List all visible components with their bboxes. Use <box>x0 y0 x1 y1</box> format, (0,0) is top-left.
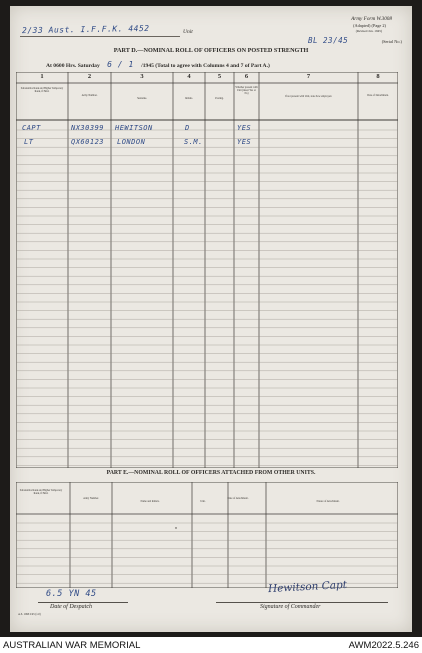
col-header-initials: Initials. <box>185 97 193 100</box>
part-e-title: PART E.—NOMINAL ROLL OF OFFICERS ATTACHED FROM OTHER UNITS. <box>106 470 316 476</box>
unit-label: Unit <box>183 29 193 35</box>
e-header-rank: Substantive Rank and Higher Temporary Rank, if Held. <box>19 489 63 496</box>
col-number-3: 3 <box>140 73 144 80</box>
e-header-attachment-date: Date of Attachment. <box>227 497 249 500</box>
signature-line <box>216 602 388 603</box>
part-d-subtitle <box>46 60 270 69</box>
col-number-4: 4 <box>187 73 191 80</box>
e-header-attachment-nature: Nature of Attachment. <box>316 500 340 503</box>
form-page <box>10 6 412 632</box>
col-number-5: 5 <box>217 73 222 80</box>
col-number-8: 8 <box>376 73 380 80</box>
col-header-army-number: Army Number. <box>81 94 98 97</box>
row1-surname: HEWITSON <box>115 124 153 132</box>
serial-label: (Serial No.) <box>381 39 402 44</box>
print-code: A.S. 10M 2/45 (1.0) <box>18 613 41 616</box>
subtitle-suffix: /1945 (Total to agree with Columns 4 and 7 of Part A.) <box>141 63 270 69</box>
e-header-army-number: Army Number. <box>83 497 99 500</box>
e-header-name: Name and Initials. <box>140 500 160 503</box>
footer-accession: AWM2022.5.246 <box>348 640 419 651</box>
signature-label: Signature of Commander <box>260 604 321 610</box>
commander-signature: Hewitson Capt <box>267 578 348 596</box>
row1-army-number: NX30399 <box>71 124 105 132</box>
form-revised: (Revised Jan. 1945) <box>355 29 382 33</box>
row2-surname: LONDON <box>117 138 146 146</box>
col-number-6: 6 <box>244 73 249 80</box>
form-adapted: (Adapted) (Page 2) <box>353 23 386 28</box>
row2-present: YES <box>237 138 252 146</box>
col-header-rank: Substantive Rank and Higher Temporary Rank, if Held. <box>20 87 64 94</box>
col-header-posting: Posting. <box>215 97 224 100</box>
subtitle-prefix: At 0600 Hrs. Saturday <box>46 63 100 69</box>
e-header-unit: Unit. <box>200 500 206 503</box>
col-header-detachment-date: Date of Detachment. <box>367 94 389 97</box>
row1-present: YES <box>237 124 252 132</box>
row2-rank: LT <box>24 138 34 146</box>
parade-date-handwritten: 6 / 1 <box>107 60 134 69</box>
col-header-surname: Surname. <box>137 97 147 100</box>
footer-institution: AUSTRALIAN WAR MEMORIAL <box>3 640 141 651</box>
col-number-7: 7 <box>306 73 311 80</box>
col-number-1: 1 <box>40 73 44 80</box>
col-header-present: Whether present with Unit (insert Yes or No) <box>235 86 258 96</box>
row2-army-number: QX60123 <box>71 138 105 146</box>
despatch-line <box>38 602 128 603</box>
unit-handwritten: 2/33 Aust. I.F.F.K. 4452 <box>21 23 150 36</box>
despatch-date-handwritten: 6.5 YN 45 <box>46 589 97 599</box>
archive-footer <box>0 637 422 653</box>
col-header-employed: If not present with Unit, state how employed. <box>284 95 333 98</box>
unit-underline <box>20 36 180 37</box>
part-d-title: PART D.—NOMINAL ROLL OF OFFICERS ON POSTED STRENGTH <box>113 47 309 54</box>
row2-initials: S.M. <box>184 138 203 146</box>
row1-rank: CAPT <box>22 124 41 132</box>
row1-initials: D <box>185 124 190 132</box>
col-number-2: 2 <box>87 73 92 80</box>
form-number: Army Form W.3008 <box>351 16 392 22</box>
despatch-label: Date of Despatch <box>50 604 92 610</box>
serial-handwritten: BL 23/45 <box>308 36 349 45</box>
